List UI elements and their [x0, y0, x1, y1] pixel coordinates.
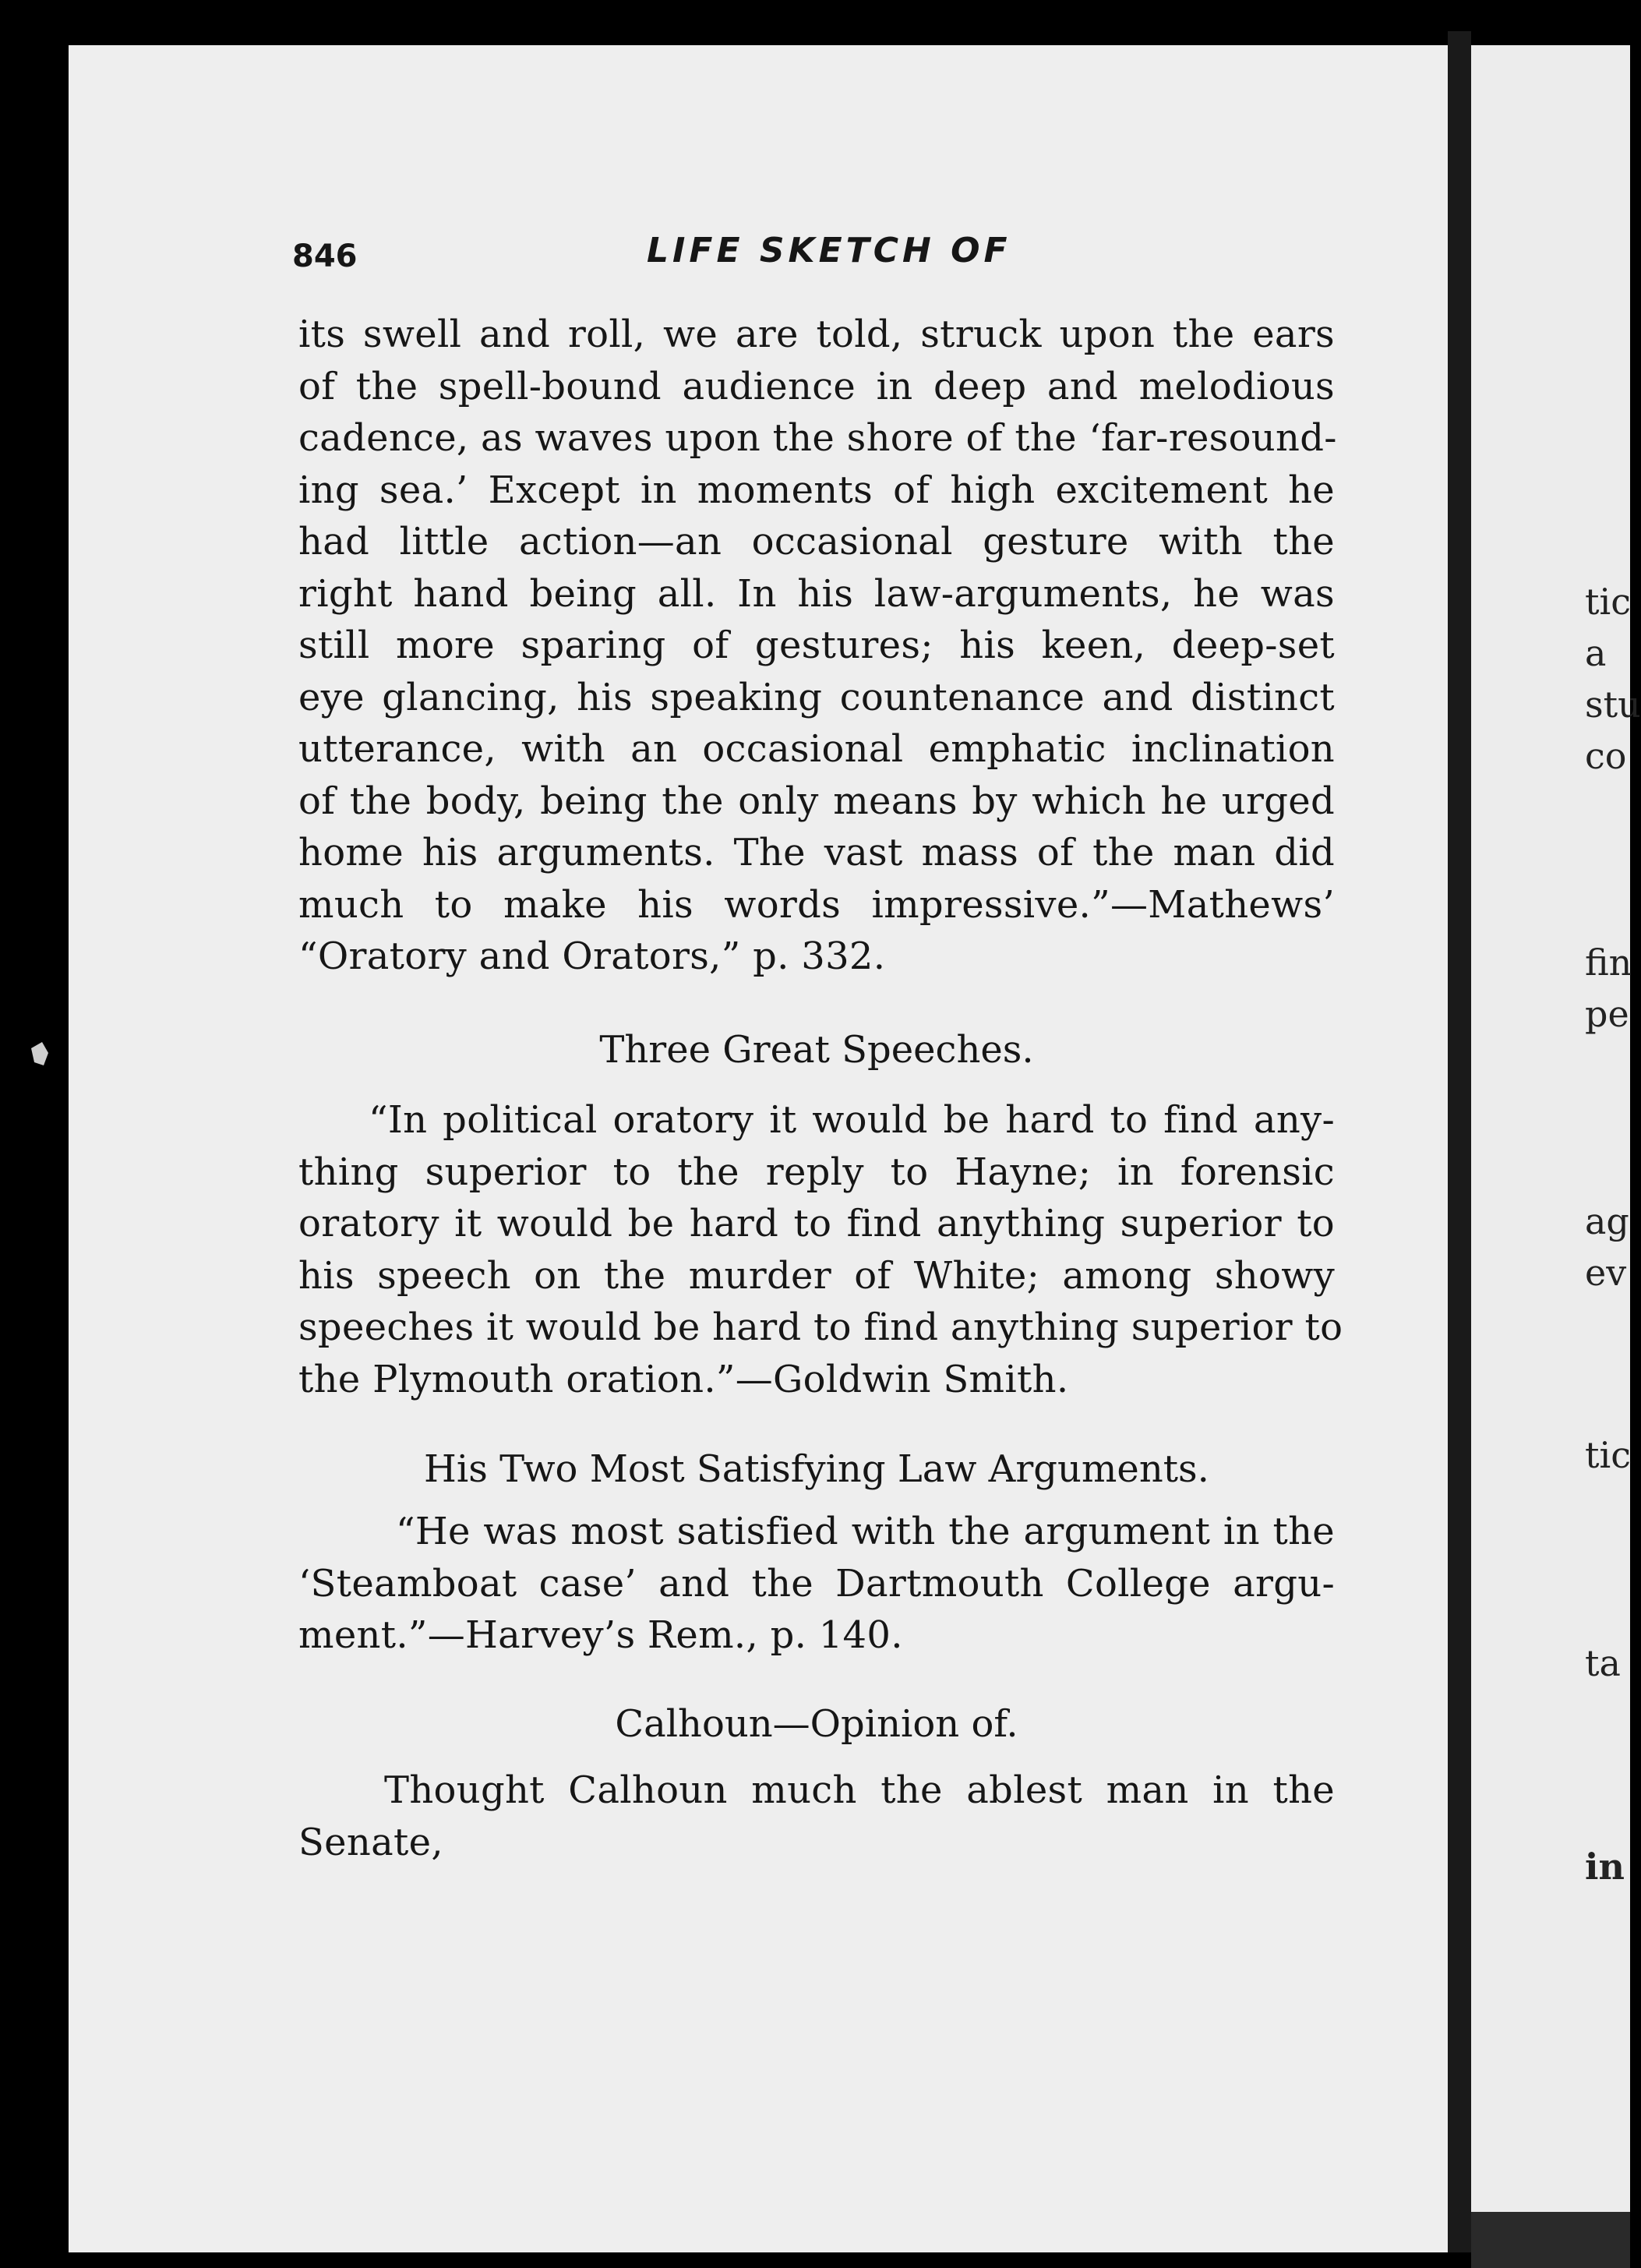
facing-page-fragment: stu	[1585, 684, 1641, 726]
text-line: of the spell-bound audience in deep and melodious	[298, 364, 1335, 408]
text-line: home his arguments. The vast mass of the man did	[298, 831, 1335, 874]
section-heading-three-great-speeches: Three Great Speeches.	[599, 1028, 1034, 1072]
section-heading-calhoun: Calhoun—Opinion of.	[615, 1702, 1018, 1746]
text-line: speeches it would be hard to find anything superior to	[298, 1305, 1343, 1349]
text-line: Senate,	[298, 1820, 443, 1864]
text-line: its swell and roll, we are told, struck upon the ears	[298, 313, 1335, 356]
text-line: utterance, with an occasional emphatic inclination	[298, 727, 1335, 771]
text-line: “He was most satisfied with the argument in the	[396, 1510, 1335, 1553]
text-line: the Plymouth oration.”—Goldwin Smith.	[298, 1357, 1069, 1401]
text-line: ment.”—Harvey’s Rem., p. 140.	[298, 1613, 903, 1657]
text-line: ing sea.’ Except in moments of high excitement he	[298, 468, 1335, 512]
text-line: much to make his words impressive.”—Mathews’	[298, 882, 1335, 927]
facing-page-fragment: tic	[1585, 1434, 1631, 1476]
text-line: eye glancing, his speaking countenance and distinct	[298, 675, 1335, 719]
text-line: ‘Steamboat case’ and the Dartmouth College argu-	[298, 1561, 1335, 1606]
text-line: thing superior to the reply to Hayne; in forensic	[298, 1150, 1335, 1194]
facing-page-fragment: a	[1585, 632, 1607, 674]
text-line: of the body, being the only means by which he urged	[298, 779, 1335, 823]
text-line: his speech on the murder of White; among showy	[298, 1253, 1335, 1298]
facing-page-fragment: ta	[1585, 1642, 1621, 1684]
page-number: 846	[292, 238, 358, 274]
text-line: “Oratory and Orators,” p. 332.	[298, 934, 886, 978]
facing-page-fragment: pe	[1585, 993, 1629, 1035]
section-2-text	[298, 1506, 1335, 1662]
paragraph-1	[298, 309, 1335, 983]
section-heading-law-arguments: His Two Most Satisfying Law Arguments.	[424, 1447, 1209, 1491]
text-line: still more sparing of gestures; his keen, deep-set	[298, 624, 1335, 667]
text-line: had little action—an occasional gesture with the	[298, 520, 1335, 563]
text-line: “In political oratory it would be hard to find any-	[369, 1098, 1335, 1142]
page-header	[292, 231, 1336, 277]
facing-page-fragment: ag	[1585, 1200, 1629, 1242]
facing-page-fragment: co	[1585, 735, 1627, 777]
running-head: LIFE SKETCH OF	[647, 231, 1011, 270]
facing-page-fragment: ev	[1585, 1252, 1627, 1294]
text-line: Thought Calhoun much the ablest man in the	[384, 1768, 1335, 1812]
facing-page-fragment: fin	[1585, 941, 1632, 984]
text-line: cadence, as waves upon the shore of the ‘far-resound-	[298, 416, 1337, 460]
text-line: oratory it would be hard to find anything superior to	[298, 1202, 1335, 1245]
section-3-text	[298, 1765, 1335, 1868]
facing-page-fragment: in	[1585, 1846, 1625, 1888]
facing-page-fragment: tic	[1585, 581, 1631, 623]
text-line: right hand being all. In his law-arguments, he was	[298, 571, 1335, 616]
section-1-text	[298, 1094, 1343, 1405]
